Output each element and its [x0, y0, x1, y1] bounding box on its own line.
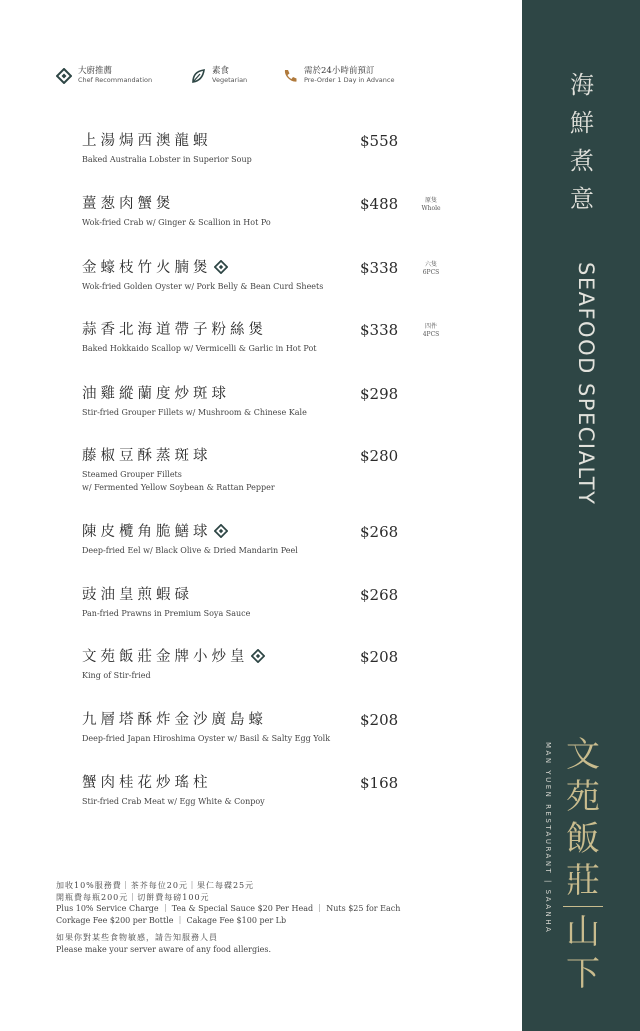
item-name-zh: 藤椒豆酥蒸斑球 — [82, 448, 212, 464]
chef-recommendation-icon — [214, 524, 228, 538]
restaurant-name-en — [540, 742, 558, 962]
item-price: $280 — [360, 447, 399, 465]
menu-item-grouper-mushroom — [82, 384, 462, 419]
menu-item-eel — [82, 522, 462, 557]
item-price: $338 — [360, 321, 399, 339]
menu-item-stir-fried-king — [82, 647, 462, 682]
item-name-en: King of Stir-fried — [82, 671, 151, 680]
item-name-zh: 蒜香北海道帶子粉絲煲 — [82, 322, 267, 338]
item-name-en: Steamed Grouper Fillets — [82, 470, 182, 479]
menu-item-prawns — [82, 585, 462, 620]
section-title-zh-char: 海 — [570, 71, 594, 99]
item-price: $208 — [360, 711, 399, 729]
legend-vegetarian-zh: 素食 — [212, 66, 230, 76]
item-name-zh: 油雞縱蘭度炒斑球 — [82, 386, 230, 402]
item-name-en-line2: w/ Fermented Yellow Soybean & Rattan Pepper — [82, 483, 275, 492]
restaurant-name-en-text: MAN YUEN RESTAURANT | SAANHA — [544, 742, 552, 935]
logo-char: 下 — [566, 954, 600, 994]
menu-item-scallop — [82, 320, 462, 355]
logo-char: 山 — [566, 912, 600, 952]
item-price: $298 — [360, 385, 399, 403]
restaurant-logo — [563, 734, 603, 995]
item-name-zh: 陳皮欖角脆鱔球 — [82, 524, 212, 540]
chef-recommendation-icon — [251, 649, 265, 663]
section-title-zh-char: 煮 — [570, 147, 594, 175]
footer-charges-zh-1: 加收10%服務費｜茶芥每位20元｜果仁每碟25元 — [56, 881, 255, 890]
logo-char: 苑 — [566, 777, 600, 817]
section-title-zh — [567, 66, 597, 218]
section-title-zh-char: 鮮 — [570, 109, 594, 137]
logo-divider — [563, 906, 603, 907]
item-name-zh: 薑葱肉蟹煲 — [82, 196, 175, 212]
legend-chef-en: Chef Recommandation — [78, 76, 153, 84]
logo-char: 飯 — [566, 819, 600, 859]
item-name-en: Stir-fried Grouper Fillets w/ Mushroom & Chinese Kale — [82, 408, 307, 417]
item-price: $268 — [360, 586, 399, 604]
item-portion-zh: 原隻 — [424, 197, 437, 204]
item-price: $268 — [360, 523, 399, 541]
footer-charges-en-2: Corkage Fee $200 per Bottle ｜ Cakage Fee $100 per Lb — [56, 915, 287, 925]
footer-allergy-en: Please make your server aware of any food allergies. — [56, 944, 272, 954]
item-portion-note — [418, 197, 444, 213]
menu-item-crab-conpoy — [82, 773, 462, 808]
item-name-zh: 九層塔酥炸金沙廣島蠔 — [82, 712, 267, 728]
menu-item-golden-oyster — [82, 258, 462, 293]
item-name-en: Deep-fried Japan Hiroshima Oyster w/ Basil & Salty Egg Yolk — [82, 734, 331, 743]
item-portion-en: 6PCS — [422, 269, 440, 276]
item-name-en: Deep-fried Eel w/ Black Olive & Dried Mandarin Peel — [82, 546, 298, 555]
item-name-zh: 金蠔枝竹火腩煲 — [82, 260, 212, 276]
footer-allergy-zh: 如果你對某些食物敏感，請告知服務人員 — [56, 933, 218, 942]
item-name-en: Baked Hokkaido Scallop w/ Vermicelli & Garlic in Hot Pot — [82, 344, 317, 353]
section-title-en — [568, 262, 602, 582]
logo-char: 莊 — [566, 861, 600, 901]
diamond-icon — [56, 68, 72, 84]
item-portion-en: 4PCS — [422, 331, 440, 338]
section-title-en-text: SEAFOOD SPECIALTY — [574, 262, 598, 506]
footer-charges-en-1: Plus 10% Service Charge ｜ Tea & Special Sauce $20 Per Head ｜ Nuts $25 for Each — [56, 904, 401, 913]
item-portion-note — [418, 261, 444, 277]
item-portion-zh: 六隻 — [424, 261, 437, 268]
item-name-en: Pan-fried Prawns in Premium Soya Sauce — [82, 609, 251, 618]
item-name-zh: 豉油皇煎蝦碌 — [82, 587, 193, 603]
item-price: $208 — [360, 648, 399, 666]
legend-chef-zh: 大廚推薦 — [78, 66, 113, 76]
item-name-zh: 蟹肉桂花炒瑤柱 — [82, 775, 212, 791]
item-name-en: Stir-fried Crab Meat w/ Egg White & Conpoy — [82, 797, 265, 806]
item-price: $558 — [360, 132, 399, 150]
item-portion-en: Whole — [421, 205, 441, 212]
item-portion-note — [418, 323, 444, 339]
menu-item-crab-pot — [82, 194, 462, 229]
phone-icon — [282, 68, 298, 84]
menu-item-lobster — [82, 131, 462, 166]
leaf-icon — [190, 68, 206, 84]
section-title-zh-char: 意 — [570, 185, 594, 213]
legend-vegetarian-en: Vegetarian — [212, 76, 248, 84]
chef-recommendation-icon — [214, 260, 228, 274]
legend-preorder-en: Pre-Order 1 Day in Advance — [304, 76, 395, 84]
logo-char: 文 — [566, 735, 600, 775]
footer-notes — [56, 880, 496, 955]
item-price: $488 — [360, 195, 399, 213]
footer-charges-zh-2: 開瓶費每瓶200元｜切餅費每磅100元 — [56, 892, 210, 902]
menu-item-hiroshima-oyster — [82, 710, 462, 745]
item-price: $338 — [360, 259, 399, 277]
item-price: $168 — [360, 774, 399, 792]
item-name-en: Wok-fried Crab w/ Ginger & Scallion in Hot Po — [82, 218, 271, 227]
item-name-en: Wok-fried Golden Oyster w/ Pork Belly & Bean Curd Sheets — [82, 282, 324, 291]
menu-item-steamed-grouper — [82, 446, 462, 494]
item-name-en: Baked Australia Lobster in Superior Soup — [82, 155, 252, 164]
legend-preorder-zh: 需於24小時前預訂 — [304, 66, 375, 76]
item-name-zh: 文苑飯莊金牌小炒皇 — [82, 649, 249, 665]
item-portion-zh: 四件 — [424, 323, 437, 330]
item-name-zh: 上湯焗西澳龍蝦 — [82, 133, 212, 149]
